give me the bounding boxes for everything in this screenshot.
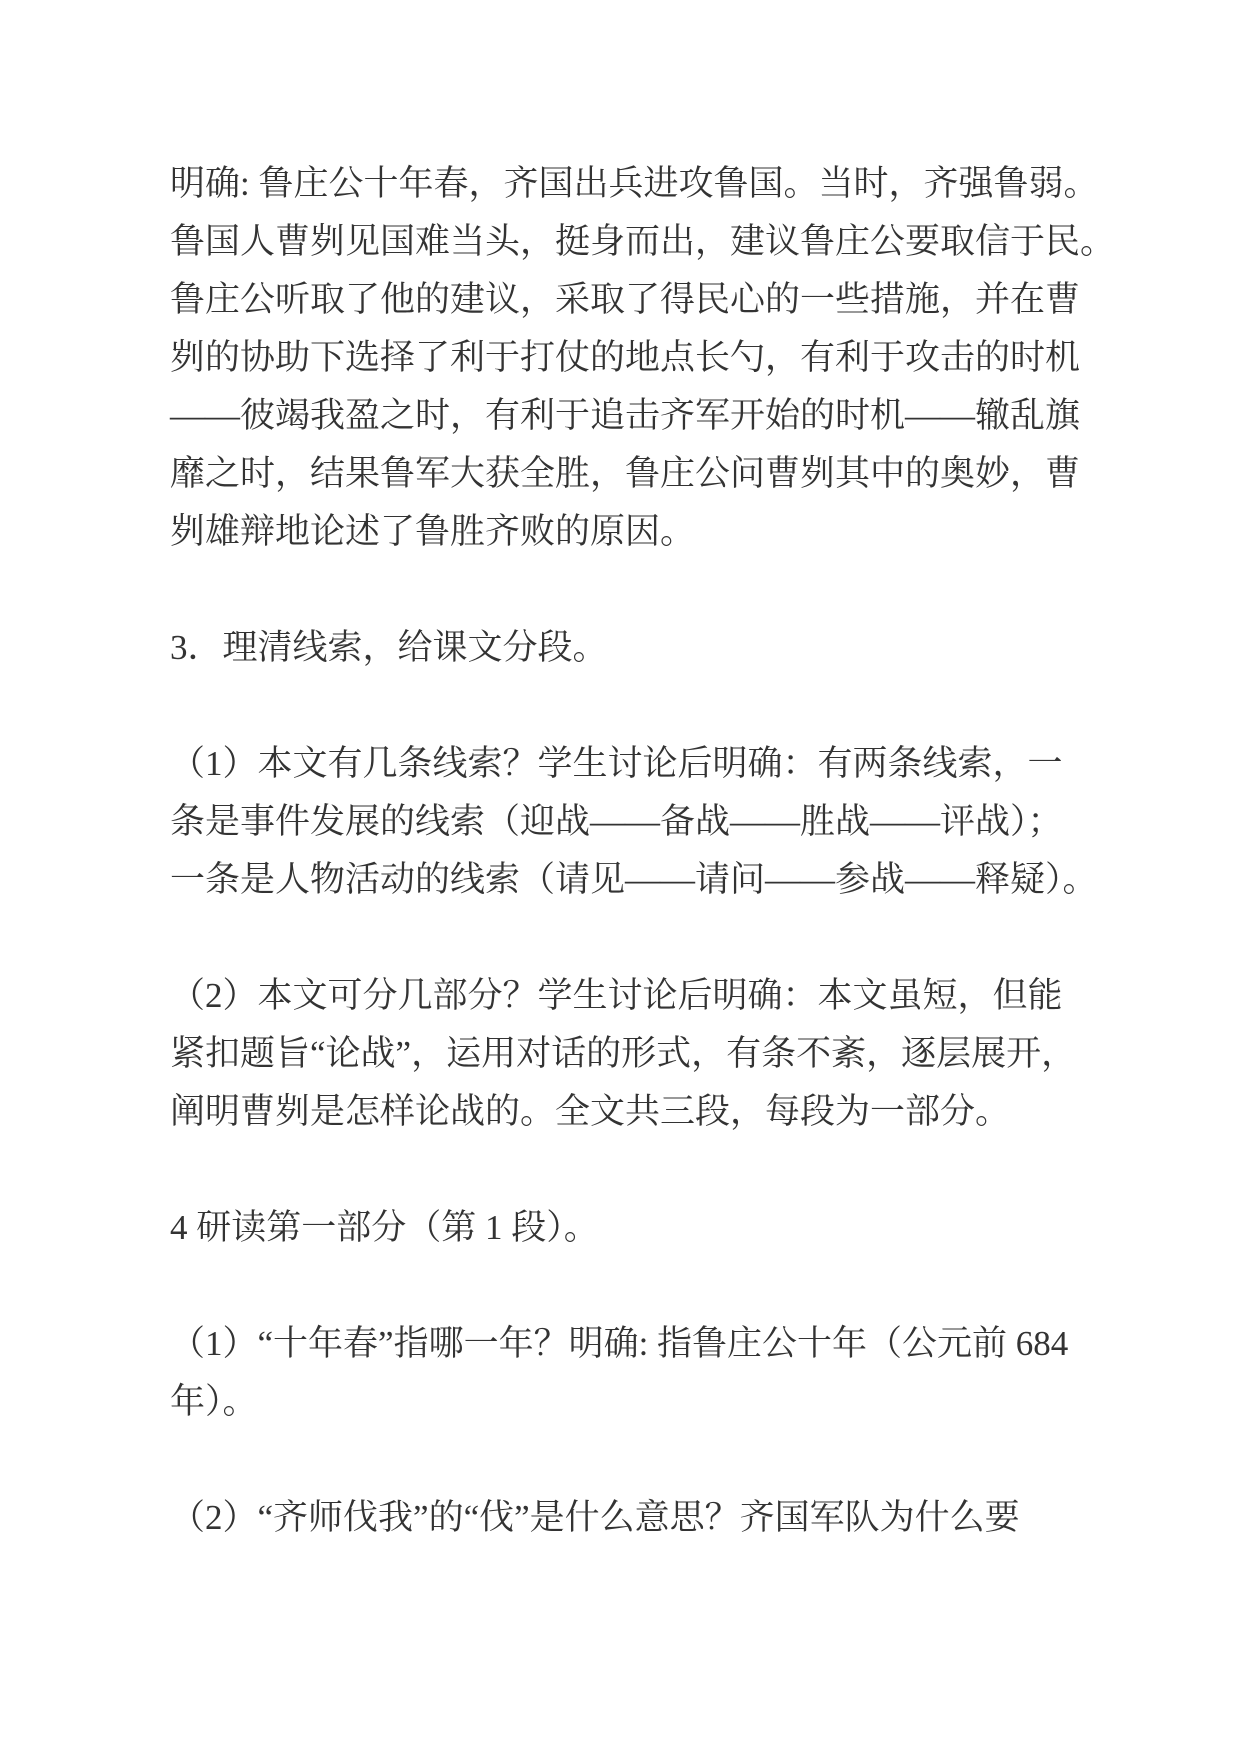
text-line: 靡之时，结果鲁军大获全胜，鲁庄公问曹刿其中的奥妙，曹 bbox=[170, 454, 1081, 493]
section-heading bbox=[170, 619, 1081, 677]
text-line: 紧扣题旨“论战”，运用对话的形式，有条不紊，逐层展开， bbox=[170, 1034, 1077, 1073]
text-line: 3．理清线索，给课文分段。 bbox=[170, 628, 608, 667]
text-line: 4 研读第一部分（第 1 段）。 bbox=[170, 1208, 599, 1247]
text-line: 鲁庄公听取了他的建议，采取了得民心的一些措施，并在曹 bbox=[170, 280, 1081, 319]
text-line: 一条是人物活动的线索（请见——请问——参战——释疑）。 bbox=[170, 860, 1098, 899]
text-line: ——彼竭我盈之时，有利于追击齐军开始的时机——辙乱旗 bbox=[170, 396, 1081, 435]
text-line: （2）“齐师伐我”的“伐”是什么意思？齐国军队为什么要 bbox=[170, 1498, 1020, 1537]
text-block bbox=[170, 735, 1098, 909]
text-line: 年）。 bbox=[170, 1382, 258, 1421]
text-line: 明确: 鲁庄公十年春，齐国出兵进攻鲁国。当时，齐强鲁弱。 bbox=[170, 164, 1099, 203]
text-line: 刿雄辩地论述了鲁胜齐败的原因。 bbox=[170, 512, 696, 551]
text-line: 条是事件发展的线索（迎战——备战——胜战——评战）； bbox=[170, 802, 1063, 841]
section-heading bbox=[170, 1199, 1081, 1257]
text-line: 阐明曹刿是怎样论战的。全文共三段，每段为一部分。 bbox=[170, 1092, 1011, 1131]
text-block bbox=[170, 1489, 1081, 1547]
text-line: 刿的协助下选择了利于打仗的地点长勺，有利于攻击的时机 bbox=[170, 338, 1081, 377]
text-line: （2）本文可分几部分？学生讨论后明确：本文虽短，但能 bbox=[170, 976, 1063, 1015]
text-line: （1）本文有几条线索？学生讨论后明确：有两条线索，一 bbox=[170, 744, 1063, 783]
text-block bbox=[170, 967, 1081, 1141]
document-body bbox=[170, 155, 1116, 1547]
text-line: 鲁国人曹刿见国难当头，挺身而出，建议鲁庄公要取信于民。 bbox=[170, 222, 1116, 261]
text-line: （1）“十年春”指哪一年？明确: 指鲁庄公十年（公元前 684 bbox=[170, 1324, 1069, 1363]
text-block bbox=[170, 1315, 1081, 1431]
text-block bbox=[170, 155, 1116, 561]
